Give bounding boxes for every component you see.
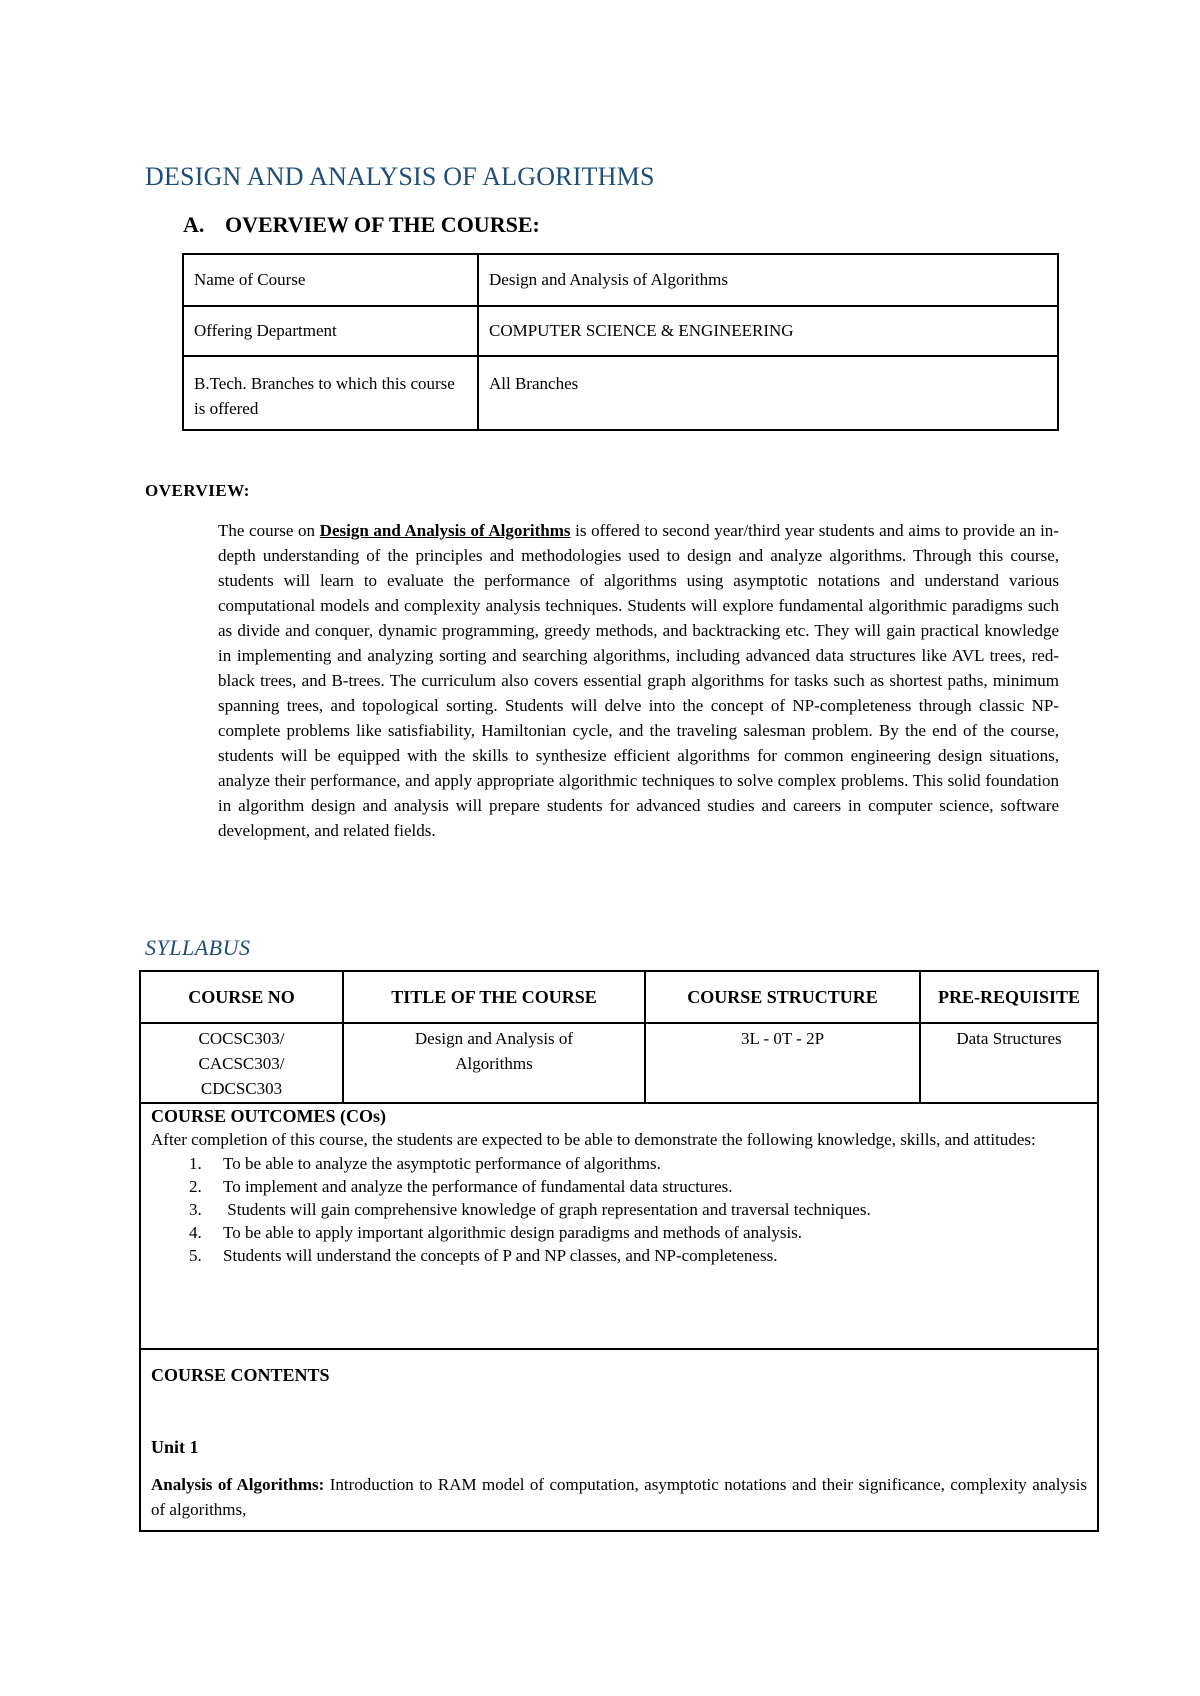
cell-course-no bbox=[141, 1023, 343, 1103]
list-number: 5. bbox=[189, 1246, 202, 1265]
list-item bbox=[151, 1198, 1087, 1221]
header-title: TITLE OF THE COURSE bbox=[343, 972, 645, 1023]
section-a-title: OVERVIEW OF THE COURSE: bbox=[225, 212, 540, 237]
list-number: 3. bbox=[189, 1200, 202, 1219]
table-value: Design and Analysis of Algorithms bbox=[478, 254, 1058, 306]
overview-table bbox=[182, 253, 1059, 431]
list-item bbox=[151, 1244, 1087, 1267]
overview-heading: OVERVIEW: bbox=[145, 481, 250, 500]
course-code: COCSC303/ bbox=[198, 1029, 285, 1048]
course-name-link[interactable]: Design and Analysis of Algorithms bbox=[319, 521, 571, 540]
section-a-number: A. bbox=[183, 212, 205, 237]
cell-prerequisite: Data Structures bbox=[920, 1023, 1097, 1103]
list-text: Students will gain comprehensive knowledge of graph representation and traversal techniques. bbox=[223, 1200, 871, 1219]
course-contents bbox=[141, 1363, 1097, 1522]
syllabus-heading: SYLLABUS bbox=[145, 935, 251, 960]
course-code: CACSC303/ bbox=[198, 1054, 285, 1073]
list-item bbox=[151, 1152, 1087, 1175]
header-structure: COURSE STRUCTURE bbox=[645, 972, 920, 1023]
cell-title: Design and Analysis of Algorithms bbox=[343, 1023, 645, 1103]
course-outcomes bbox=[141, 1104, 1097, 1350]
overview-paragraph bbox=[218, 518, 1059, 843]
list-number: 4. bbox=[189, 1223, 202, 1242]
table-value: COMPUTER SCIENCE & ENGINEERING bbox=[478, 306, 1058, 356]
unit-label: Unit 1 bbox=[151, 1437, 199, 1457]
table-label: Name of Course bbox=[183, 254, 478, 306]
table-row bbox=[183, 306, 1058, 356]
table-label: B.Tech. Branches to which this course is offered bbox=[183, 356, 478, 430]
syllabus-data-row bbox=[141, 1023, 1097, 1103]
overview-body: is offered to second year/third year students and aims to provide an in-depth understanding of the principles and methodologies used to design and analyze algorithms. Through this course, students will learn to evaluate the performance of algorithms using asymptotic notations and understand various computational models and complexity analysis techniques. Students will explore fundamental algorithmic paradigms such as divide and conquer, dynamic programming, greedy methods, and backtracking etc. They will gain practical knowledge in implementing and analyzing sorting and searching algorithms, including advanced data structures like AVL trees, red-black trees, and B-trees. The curriculum also covers essential graph algorithms for tasks such as shortest paths, minimum spanning trees, and topological sorting. Students will delve into the concept of NP-completeness through classic NP-complete problems like satisfiability, Hamiltonian cycle, and the traveling salesman problem. By the end of the course, students will be equipped with the skills to synthesize efficient algorithms for common engineering design situations, analyze their performance, and apply appropriate algorithmic techniques to solve complex problems. This solid foundation in algorithm design and analysis will prepare students for advanced studies and careers in computer science, software development, and related fields. bbox=[218, 521, 1059, 840]
list-number: 2. bbox=[189, 1177, 202, 1196]
list-text: To implement and analyze the performance of fundamental data structures. bbox=[223, 1177, 733, 1196]
list-item bbox=[151, 1221, 1087, 1244]
syllabus-table bbox=[141, 972, 1097, 1104]
unit-topic: Analysis of Algorithms: bbox=[151, 1475, 325, 1494]
list-text: Students will understand the concepts of P and NP classes, and NP-completeness. bbox=[223, 1246, 778, 1265]
list-number: 1. bbox=[189, 1154, 202, 1173]
list-text: To be able to apply important algorithmic design paradigms and methods of analysis. bbox=[223, 1223, 803, 1242]
list-text: To be able to analyze the asymptotic performance of algorithms. bbox=[223, 1154, 661, 1173]
course-code: CDCSC303 bbox=[200, 1079, 283, 1098]
header-prerequisite-text: PRE-REQUISITE bbox=[937, 987, 1081, 1007]
table-row bbox=[183, 356, 1058, 430]
outcomes-intro: After completion of this course, the students are expected to be able to demonstrate the following knowledge, skills, and attitudes: bbox=[151, 1130, 1036, 1149]
syllabus-box bbox=[139, 970, 1099, 1532]
overview-intro: The course on bbox=[218, 521, 320, 540]
syllabus-header-row bbox=[141, 972, 1097, 1023]
outcomes-list bbox=[151, 1152, 1087, 1267]
table-label: Offering Department bbox=[183, 306, 478, 356]
cell-structure: 3L - 0T - 2P bbox=[645, 1023, 920, 1103]
unit-description bbox=[151, 1472, 1087, 1522]
outcomes-heading: COURSE OUTCOMES (COs) bbox=[151, 1106, 387, 1126]
document-title: DESIGN AND ANALYSIS OF ALGORITHMS bbox=[145, 162, 655, 191]
section-a-heading bbox=[183, 212, 540, 238]
table-value: All Branches bbox=[478, 356, 1058, 430]
header-prerequisite bbox=[920, 972, 1097, 1023]
header-course-no: COURSE NO bbox=[141, 972, 343, 1023]
unit-text: Introduction to RAM model of computation, asymptotic notations and their significance, complexity analysis of algorithms, bbox=[151, 1475, 1087, 1519]
contents-heading: COURSE CONTENTS bbox=[151, 1365, 330, 1385]
list-item bbox=[151, 1175, 1087, 1198]
table-row bbox=[183, 254, 1058, 306]
